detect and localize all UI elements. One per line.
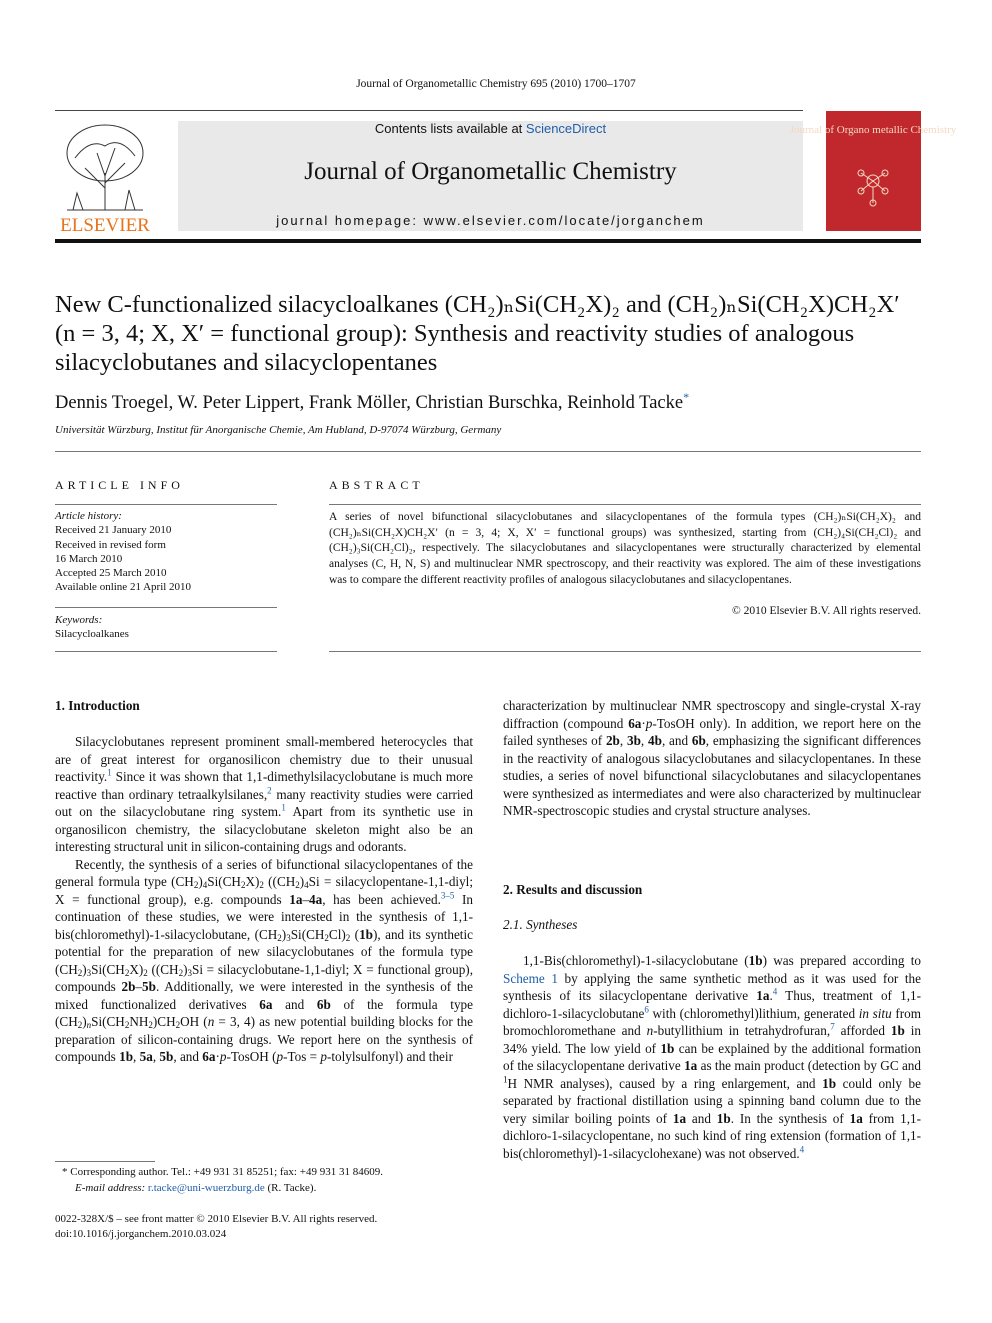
section-heading-introduction: 1. Introduction xyxy=(55,698,140,713)
author-list xyxy=(55,390,689,414)
article-title xyxy=(55,290,921,377)
history-item: Accepted 25 March 2010 xyxy=(55,567,167,580)
introduction-text-continued: characterization by multinuclear NMR spectroscopy and single-crystal X-ray diffraction (compound 6a·p-TosOH only). In addition, we report here on the failed syntheses of 2b, 3b, 4b, and 6b, emphasizing the significant differences in the reactivity of analogous silacyclobutanes and silacyclopentanes. In these studies, a series of novel bifunctional silacyclobutanes and silacyclopentanes were synthesized as intermediates and were also characterized by multinuclear NMR-spectroscopic studies and crystal structure analyses. xyxy=(503,698,922,818)
history-label: Article history: xyxy=(55,510,122,522)
keyword-item: Silacycloalkanes xyxy=(55,628,129,641)
authors-text: Dennis Troegel, W. Peter Lippert, Frank Möller, Christian Burschka, Reinhold Tacke xyxy=(55,393,684,414)
sciencedirect-link[interactable]: ScienceDirect xyxy=(525,121,607,136)
issn-line: 0022-328X/$ – see front matter © 2010 Elsevier B.V. All rights reserved. xyxy=(55,1213,378,1225)
keywords-bottom-rule xyxy=(55,651,277,652)
corresponding-author-note: * Corresponding author. Tel.: +49 931 31 85251; fax: +49 931 31 84609. xyxy=(62,1166,383,1178)
corresponding-author-mark[interactable]: * xyxy=(683,390,690,404)
history-item: 16 March 2010 xyxy=(55,552,123,565)
elsevier-wordmark: ELSEVIER xyxy=(60,215,150,236)
journal-citation: Journal of Organometallic Chemistry 695 (2010) 1700–1707 xyxy=(356,78,636,90)
journal-title: Journal of Organometallic Chemistry xyxy=(304,158,677,185)
footnote-rule xyxy=(55,1161,155,1162)
cover-title: Journal of Organo metallic Chemistry xyxy=(789,124,957,136)
section-heading-results: 2. Results and discussion xyxy=(503,882,643,897)
contents-line xyxy=(178,121,803,136)
article-info-rule xyxy=(55,504,277,505)
elsevier-logo xyxy=(55,118,155,236)
abstract-text: A series of novel bifunctional silacyclobutanes and silacyclopentanes of the formula types (CH₂)ₙSi(CH₂X)₂ and (CH₂)ₙSi(CH₂X)CH₂X′ (n = 3, 4; X, X′ = functional groups) was synthesized, starting from (CH₂)₄Si(CH₂Cl)₂ and (CH₂)₃Si(CH₂Cl)₂, respectively. The silacyclobutanes and silacyclopentanes were structurally characterized by elemental analyses (C, H, N, S) and multinuclear NMR spectroscopy, and their reactivity was explored. The aim of these investigations was to compare the different reactivity profiles of analogous silacyclobutanes and silacyclopentanes. xyxy=(329,511,921,586)
title-line-2: (n = 3, 4; X, X′ = functional group): Synthesis and reactivity studies of analogous xyxy=(55,320,855,347)
email-link[interactable]: r.tacke@uni-wuerzburg.de xyxy=(147,1182,265,1194)
article-history xyxy=(55,509,277,595)
keywords-label: Keywords: xyxy=(55,614,103,626)
email-label: E-mail address: xyxy=(75,1182,148,1194)
contents-prefix: Contents lists available at xyxy=(374,121,526,136)
introduction-text: Silacyclobutanes represent prominent small-membered heterocycles that are of great interest for organosilicon chemistry due to their unusual reactivity.$^1$ Since it was shown that 1,1-dimethylsilacyclobutane is much more reactive than ordinary tetraalkylsilanes,$^2$ many reactivity studies were carried out on the silacyclobutane ring system.$^1$ Apart from its synthetic use in organosilicon chemistry, the silacyclobutane skeleton might also be an interesting structural unit in silicon-containing drugs and odorants. Recently, the synthesis of a series of bifunctional silacyclopentanes of the general formula type $(CH_2)_4Si(CH_2X)_2$ ($(CH_2)_4Si$ = silacyclopentane-1,1-diyl; X = functional group), e.g. compounds 1a–4a, has been achieved.$^{3-5}$ In continuation of these studies, we were interested in the synthesis of 1,1-bis(chloromethyl)-1-silacyclobutane, $(CH_2)_3Si(CH_2Cl)_2$ (1b), and its synthetic potential for the preparation of new silacyclobutanes of the formula type $(CH_2)_3Si(CH_2X)_2$ ($(CH_2)_3Si$ = silacyclobutane-1,1-diyl; X = functional group), compounds 2b–5b. Additionally, we were interested in the synthesis of the mixed functionalized derivatives 6a and 6b of the formula type $(CH_2)_nSi(CH_2NH_2)CH_2OH$ (n = 3, 4) as new potential building blocks for the preparation of silicon-containing drugs. We report here on the synthesis of compounds 1b, 5a, 5b, and 6a·p-TosOH (p-Tos = p-tolylsulfonyl) and their xyxy=(55,734,474,1064)
abstract-heading: ABSTRACT xyxy=(329,478,424,492)
syntheses-text: 1,1-Bis(chloromethyl)-1-silacyclobutane (1b) was prepared according to Scheme 1 by applying the same synthetic method as it was used for the synthesis of its silacyclopentane derivative 1a.$^4$ Thus, treatment of 1,1-dichloro-1-silacyclobutane$^6$ with (chloromethyl)lithium, generated in situ from bromochloromethane and n-butyllithium in tetrahydrofuran,$^7$ afforded 1b in 34% yield. The low yield of 1b can be explained by the additional formation of the silacyclopentane derivative 1a as the main product (detection by GC and $^1$H NMR analyses), caused by a ring enlargement, and 1b could only be separated by fractional distillation using a spinning band column due to the very similar boiling points of 1a and 1b. In the synthesis of 1a from 1,1-dichloro-1-silacyclopentane, no such kind of ring extension (formation of 1,1-bis(chloromethyl)-1-silacyclohexane) was not observed.$^4$ xyxy=(503,953,922,1161)
keywords xyxy=(55,613,277,642)
doi-line[interactable]: doi:10.1016/j.jorganchem.2010.03.024 xyxy=(55,1228,227,1240)
affiliation: Universität Würzburg, Institut für Anorganische Chemie, Am Hubland, D-97074 Würzburg, Germany xyxy=(55,424,502,436)
abstract-rule xyxy=(329,504,921,505)
email-suffix: (R. Tacke). xyxy=(264,1182,317,1194)
abstract-bottom-rule xyxy=(329,651,921,652)
title-divider xyxy=(55,451,921,452)
subsection-heading-syntheses: 2.1. Syntheses xyxy=(503,917,578,932)
history-item: Received 21 January 2010 xyxy=(55,524,172,537)
header-rule xyxy=(55,110,803,111)
email-note xyxy=(75,1181,316,1197)
journal-homepage[interactable]: journal homepage: www.elsevier.com/locate/jorganchem xyxy=(276,213,705,228)
title-line-1: New C-functionalized silacycloalkanes (CH₂)ₙSi(CH₂X)₂ and (CH₂)ₙSi(CH₂X)CH₂X′ xyxy=(55,291,900,318)
keywords-rule xyxy=(55,607,277,608)
history-item: Available online 21 April 2010 xyxy=(55,581,192,594)
article-info-heading: ARTICLE INFO xyxy=(55,478,184,492)
title-line-3: silacyclobutanes and silacyclopentanes xyxy=(55,349,438,376)
header-thick-rule xyxy=(55,239,921,243)
journal-cover xyxy=(789,111,957,231)
history-item: Received in revised form xyxy=(55,538,166,551)
abstract-copyright: © 2010 Elsevier B.V. All rights reserved. xyxy=(732,605,921,617)
